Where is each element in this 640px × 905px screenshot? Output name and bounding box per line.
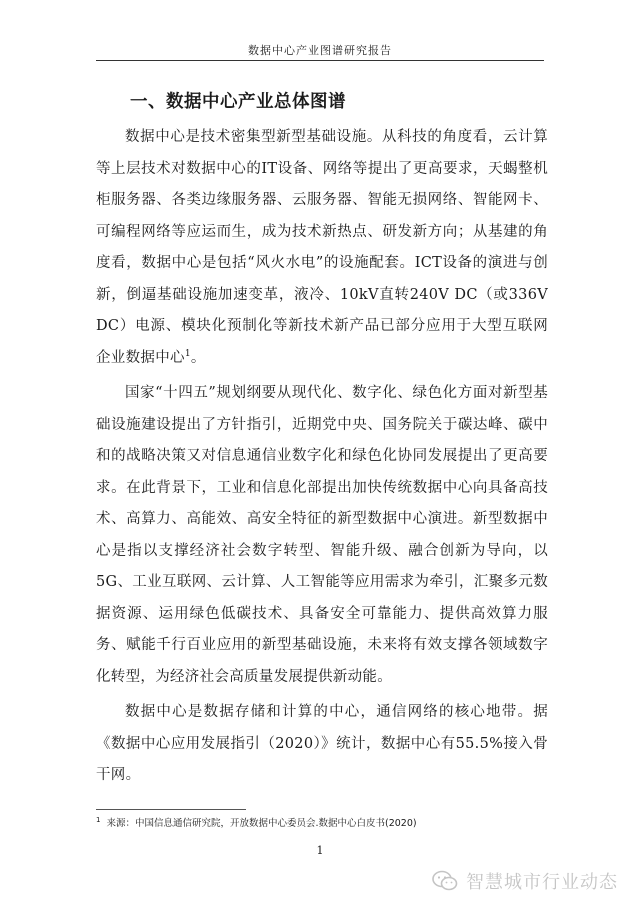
footnote-text: 来源：中国信息通信研究院，开放数据中心委员会.数据中心白皮书(2020) (106, 818, 417, 829)
footnote-rule (96, 809, 246, 810)
footnote-mark: 1 (96, 815, 101, 824)
paragraph-1 (96, 122, 548, 374)
paragraph-1-text: 数据中心是技术密集型新型基础设施。从科技的角度看，云计算等上层技术对数据中心的IT设备、网络等提出了更高要求，天蝎整机柜服务器、各类边缘服务器、云服务器、智能无损网络、智能网卡、可编程网络等应运而生，成为技术新热点、研发新方向；从基建的角度看，数据中心是包括“风火水电”的设施配套。ICT设备的演进与创新，倒逼基础设施加速变革，液冷、10kV直转240V DC（或336V DC）电源、模块化预制化等新技术新产品已部分应用于大型互联网企业数据中心 (96, 129, 548, 366)
paragraph-2: 国家“十四五”规划纲要从现代化、数字化、绿色化方面对新型基础设施建设提出了方针指引，近期党中央、国务院关于碳达峰、碳中和的战略决策又对信息通信业数字化和绿色化协同发展提出了更高要求。在此背景下，工业和信息化部提出加快传统数据中心向具备高技术、高算力、高能效、高安全特征的新型数据中心演进。新型数据中心是指以支撑经济社会数字转型、智能升级、融合创新为导向，以5G、工业互联网、云计算、人工智能等应用需求为牵引，汇聚多元数据资源、运用绿色低碳技术、具备安全可靠能力、提供高效算力服务、赋能千行百业应用的新型基础设施，未来将有效支撑各领域数字化转型，为经济社会高质量发展提供新动能。 (96, 385, 548, 685)
wechat-icon (432, 870, 458, 892)
watermark-text: 智慧城市行业动态 (466, 872, 618, 893)
running-header: 数据中心产业图谱研究报告 (248, 44, 392, 57)
paragraph-1-tail: 。 (190, 349, 206, 366)
header-rule (96, 60, 544, 61)
section-title: 一、数据中心产业总体图谱 (130, 92, 346, 112)
paragraph-3: 数据中心是数据存储和计算的中心，通信网络的核心地带。据《数据中心应用发展指引（2020）》统计，数据中心有55.5%接入骨干网。 (96, 704, 548, 783)
page-number: 1 (316, 844, 324, 857)
footnote (96, 815, 556, 829)
watermark (432, 868, 618, 894)
footnote-reference[interactable]: 1 (184, 348, 191, 359)
body-text (96, 122, 548, 796)
